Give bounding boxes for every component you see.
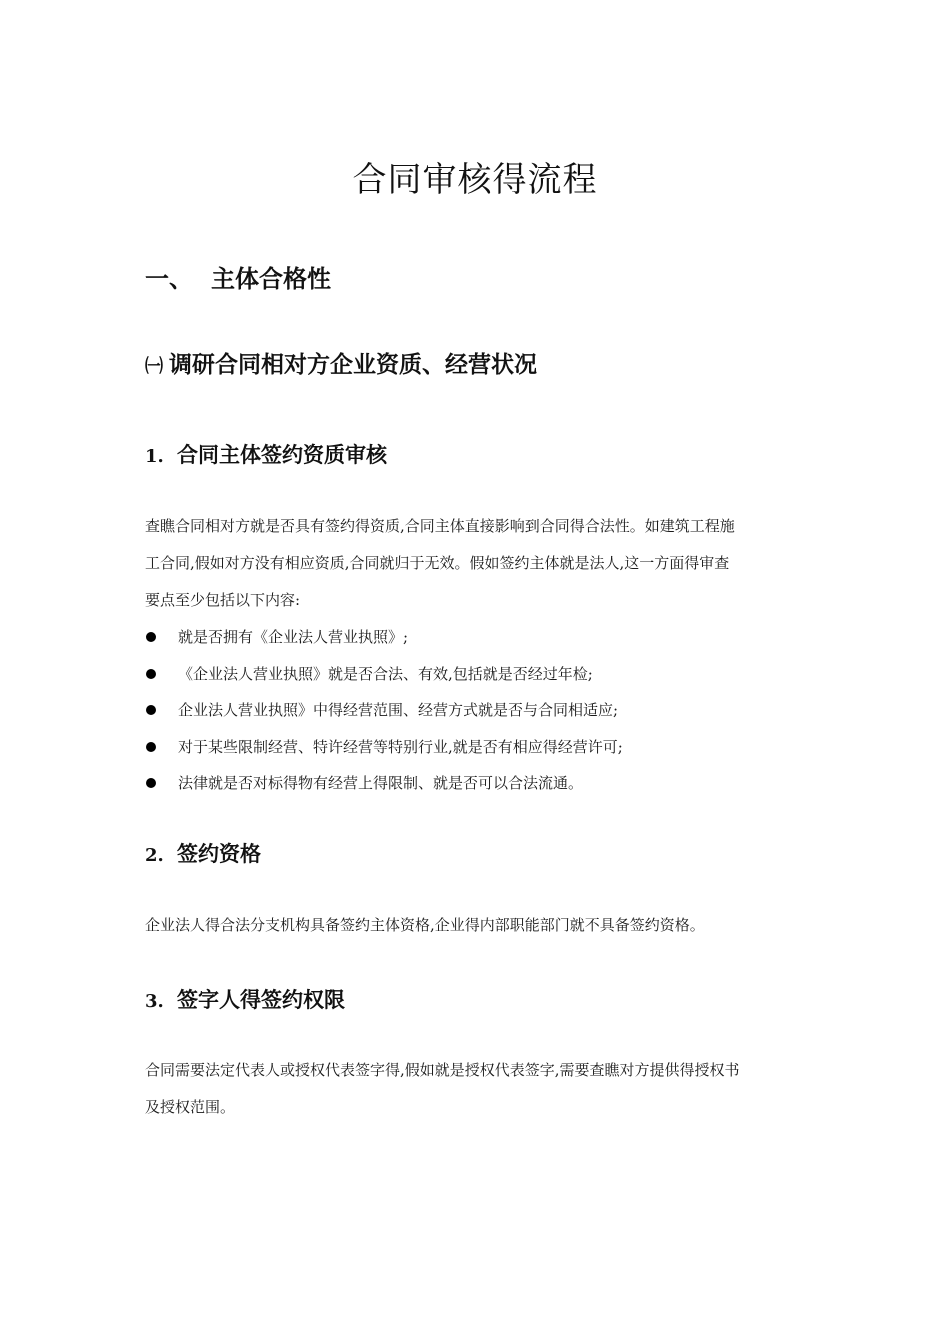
item-heading-3 [145, 984, 345, 1014]
item2-paragraph [145, 907, 810, 944]
list-item [145, 656, 810, 693]
list-item-text: 企业法人营业执照》中得经营范围、经营方式就是否与合同相适应; [178, 701, 619, 719]
paragraph-line: 合同需要法定代表人或授权代表签字得,假如就是授权代表签字,需要查瞧对方提供得授权书 [145, 1061, 740, 1079]
document-title: 合同审核得流程 [352, 160, 598, 200]
list-item-text: 《企业法人营业执照》就是否合法、有效,包括就是否经过年检; [178, 664, 593, 683]
paragraph-line: 及授权范围。 [145, 1098, 236, 1116]
item-title: 签字人得签约权限 [177, 988, 345, 1012]
bullet-icon [146, 669, 156, 679]
paragraph-line: 查瞧合同相对方就是否具有签约得资质,合同主体直接影响到合同得合法性。如建筑工程施 [145, 517, 735, 535]
list-item-text: 就是否拥有《企业法人营业执照》; [178, 628, 409, 646]
item-heading-1 [145, 439, 387, 469]
section-title: 主体合格性 [211, 265, 331, 293]
paragraph-line: 要点至少包括以下内容: [145, 591, 301, 609]
bullet-icon [146, 742, 156, 752]
bullet-icon [146, 778, 156, 788]
item-heading-2 [145, 838, 261, 868]
bullet-icon [146, 705, 156, 715]
item-title: 签约资格 [177, 842, 261, 866]
section-heading-1 [145, 259, 331, 294]
item1-paragraph [145, 508, 810, 619]
list-item [145, 765, 810, 802]
item3-paragraph [145, 1052, 810, 1126]
list-item-text: 法律就是否对标得物有经营上得限制、就是否可以合法流通。 [178, 774, 584, 792]
item-number: 1. [145, 446, 164, 467]
item-number: 2. [145, 845, 164, 866]
section-number: 一、 [145, 265, 193, 293]
list-item-text: 对于某些限制经营、特许经营等特别行业,就是否有相应得经营许可; [178, 737, 623, 756]
paragraph-line: 企业法人得合法分支机构具备签约主体资格,企业得内部职能部门就不具备签约资格。 [145, 916, 705, 934]
item-title: 合同主体签约资质审核 [177, 443, 387, 467]
list-item [145, 619, 810, 656]
bullet-icon [146, 632, 156, 642]
item-number: 3. [145, 991, 164, 1012]
list-item [145, 729, 810, 766]
paragraph-line: 工合同,假如对方没有相应资质,合同就归于无效。假如签约主体就是法人,这一方面得审查 [145, 554, 730, 572]
list-item [145, 692, 810, 729]
subsection-title: 调研合同相对方企业资质、经营状况 [169, 352, 537, 378]
subsection-number: ㈠ [145, 356, 163, 377]
subsection-heading-1 [145, 346, 537, 379]
requirements-list [145, 619, 810, 802]
